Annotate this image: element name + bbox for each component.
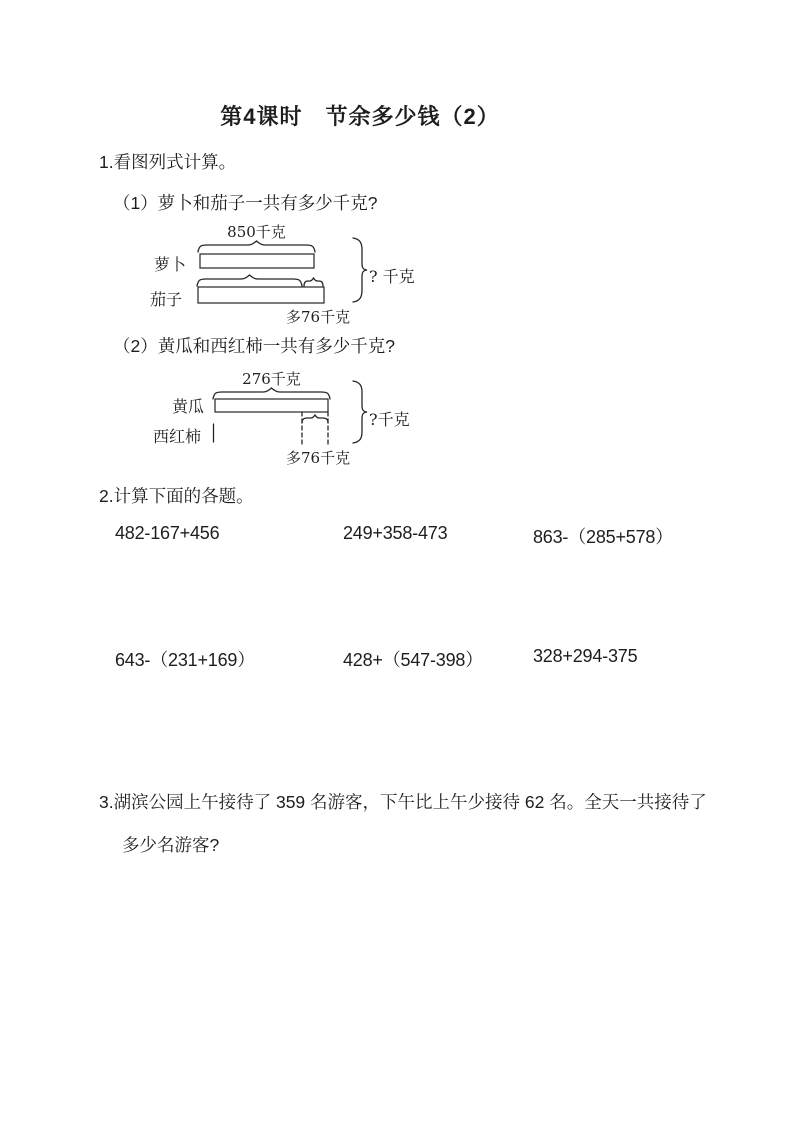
question1-label: 1.看图列式计算。 xyxy=(99,152,237,172)
expression-3: 863-（285+578） xyxy=(533,527,674,547)
question1-part1-text: （1）萝卜和茄子一共有多少千克? xyxy=(113,193,378,213)
page-title: 第4课时 节余多少钱（2） xyxy=(220,104,500,129)
bar-diagram-2 xyxy=(140,368,440,470)
overbrace-eggplant-icon xyxy=(197,275,302,286)
expression-5: 428+（547-398） xyxy=(343,650,484,670)
bar-diagram-1 xyxy=(140,221,440,333)
diagram2-total-value: ?千克 xyxy=(369,410,410,429)
bar-eggplant xyxy=(198,287,324,303)
question3-line1: 3.湖滨公园上午接待了 359 名游客，下午比上午少接待 62 名。全天一共接待了 xyxy=(99,792,707,812)
total-brace-icon xyxy=(353,238,367,302)
diagram2-row1-label: 黄瓜 xyxy=(172,397,205,416)
small-brace-extra-icon xyxy=(302,415,328,423)
diagram1-total-value: ? 千克 xyxy=(369,267,415,286)
overbrace-850-icon xyxy=(198,241,315,252)
small-brace-extra-icon xyxy=(304,278,323,286)
bar-radish xyxy=(200,254,314,268)
expression-4: 643-（231+169） xyxy=(115,650,256,670)
diagram1-top-value: 850千克 xyxy=(227,223,286,241)
total-brace-icon xyxy=(353,381,367,443)
diagram2-top-value: 276千克 xyxy=(242,370,301,388)
bar-cucumber xyxy=(215,399,328,412)
overbrace-276-icon xyxy=(213,388,330,399)
diagram1-row1-label: 萝卜 xyxy=(154,255,187,274)
question3-line2: 多少名游客? xyxy=(122,835,220,855)
question2-label: 2.计算下面的各题。 xyxy=(99,486,254,506)
expression-2: 249+358-473 xyxy=(343,523,448,543)
question1-part2-text: （2）黄瓜和西红柿一共有多少千克? xyxy=(113,336,395,356)
expression-1: 482-167+456 xyxy=(115,523,220,543)
diagram1-row2-label: 茄子 xyxy=(150,290,183,309)
diagram2-row2-label: 西红柿 xyxy=(153,427,202,446)
diagram2-extra-value: 多76千克 xyxy=(286,449,351,467)
expression-6: 328+294-375 xyxy=(533,646,638,666)
diagram1-extra-value: 多76千克 xyxy=(286,308,351,326)
